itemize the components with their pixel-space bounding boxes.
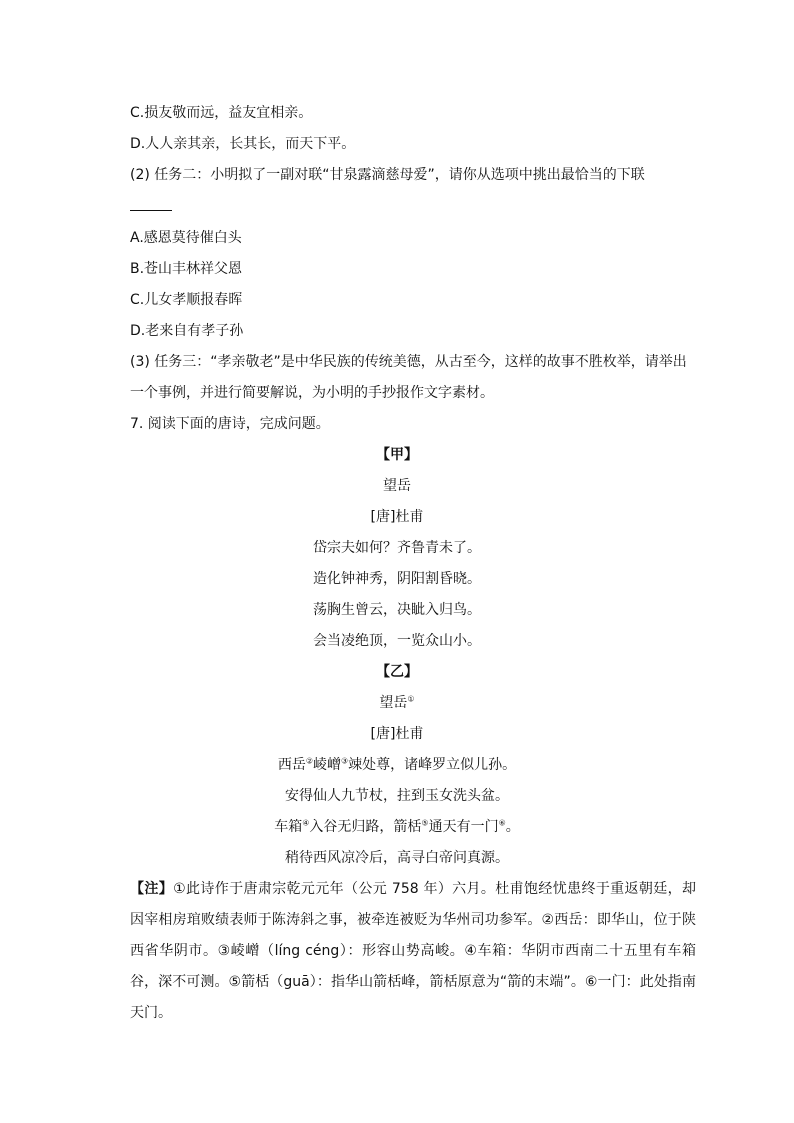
option-d-task1: D.人人亲其亲，长其长，而天下平。 xyxy=(130,136,356,152)
poem-a-line-4: 会当凌绝顶，一览众山小。 xyxy=(313,633,481,649)
poem-a-line-3: 荡胸生曾云，决眦入归鸟。 xyxy=(313,602,481,618)
poem-b-line-1-b: 崚嶒 xyxy=(313,757,341,773)
poem-b-line-3 xyxy=(0,817,794,837)
notes xyxy=(130,874,696,1029)
poem-b-label: 【乙】 xyxy=(376,664,418,680)
footnote-mark-3: ③ xyxy=(341,756,349,766)
poem-b-line-1 xyxy=(0,755,794,775)
poem-b-line-3-a: 车箱 xyxy=(274,819,303,835)
poem-b-title-text: 望岳 xyxy=(379,695,408,711)
task3-prompt-line1: (3) 任务三：“孝亲敬老”是中华民族的传统美德，从古至今，这样的故事不胜枚举，请举出 xyxy=(130,354,687,370)
option-c-task1: C.损友敬而远，益友宜相亲。 xyxy=(130,105,313,121)
poem-a-author: [唐]杜甫 xyxy=(370,509,424,525)
answer-blank xyxy=(130,210,172,211)
footnote-mark-6: ⑥ xyxy=(498,818,506,828)
poem-a-line-2: 造化钟神秀，阴阳割昏晓。 xyxy=(313,571,481,587)
footnote-mark-1: ① xyxy=(407,694,415,704)
task2-option-b: B.苍山丰林祥父恩 xyxy=(130,261,243,277)
note-text: ①此诗作于唐肃宗乾元元年（公元 758 年）六月。杜甫饱经忧患终于重返朝廷，却因宰相房琯败绩表师于陈涛斜之事，被牵连被贬为华州司功参军。②西岳：即华山，位于陕西省华阴市。③崚嶒（líng céng）：形容山势高峻。④车箱：华阴市西南二十五里有车箱谷，深不可测。⑤箭栝（guā）：指华山箭栝峰，箭栝原意为“箭的末端”。⑥一门：此处指南天门。 xyxy=(130,881,697,1021)
footnote-mark-4: ④ xyxy=(302,818,310,828)
poem-a-title: 望岳 xyxy=(383,478,411,494)
poem-b-line-3-d: 。 xyxy=(505,819,520,835)
task2-prompt: (2) 任务二：小明拟了一副对联“甘泉露滴慈母爱”，请你从选项中挑出最恰当的下联 xyxy=(130,167,645,183)
task2-option-d: D.老来自有孝子孙 xyxy=(130,323,244,339)
task2-option-c: C.儿女孝顺报春晖 xyxy=(130,292,243,308)
poem-b-line-4: 稍待西风凉冷后，高寻白帝问真源。 xyxy=(285,850,509,866)
poem-b-title xyxy=(0,693,794,713)
poem-b-author: [唐]杜甫 xyxy=(370,726,424,742)
question-7-prompt: 7. 阅读下面的唐诗，完成问题。 xyxy=(130,416,330,432)
note-label: 【注】 xyxy=(130,881,174,897)
task2-option-a: A.感恩莫待催白头 xyxy=(130,230,242,246)
poem-b-line-3-b: 入谷无归路，箭栝 xyxy=(309,819,422,835)
footnote-mark-2: ② xyxy=(305,756,313,766)
poem-b-line-1-c: 竦处尊，诸峰罗立似儿孙。 xyxy=(348,757,517,773)
poem-b-line-1-a: 西岳 xyxy=(277,757,306,773)
poem-a-line-1: 岱宗夫如何？齐鲁青未了。 xyxy=(313,540,481,556)
poem-a-label: 【甲】 xyxy=(376,447,418,463)
poem-b-line-3-c: 通天有一门 xyxy=(428,819,499,835)
task3-prompt-line2: 一个事例，并进行简要解说，为小明的手抄报作文字素材。 xyxy=(130,385,494,401)
footnote-mark-5: ⑤ xyxy=(421,818,429,828)
poem-b-line-2: 安得仙人九节杖，拄到玉女洗头盆。 xyxy=(285,788,509,804)
